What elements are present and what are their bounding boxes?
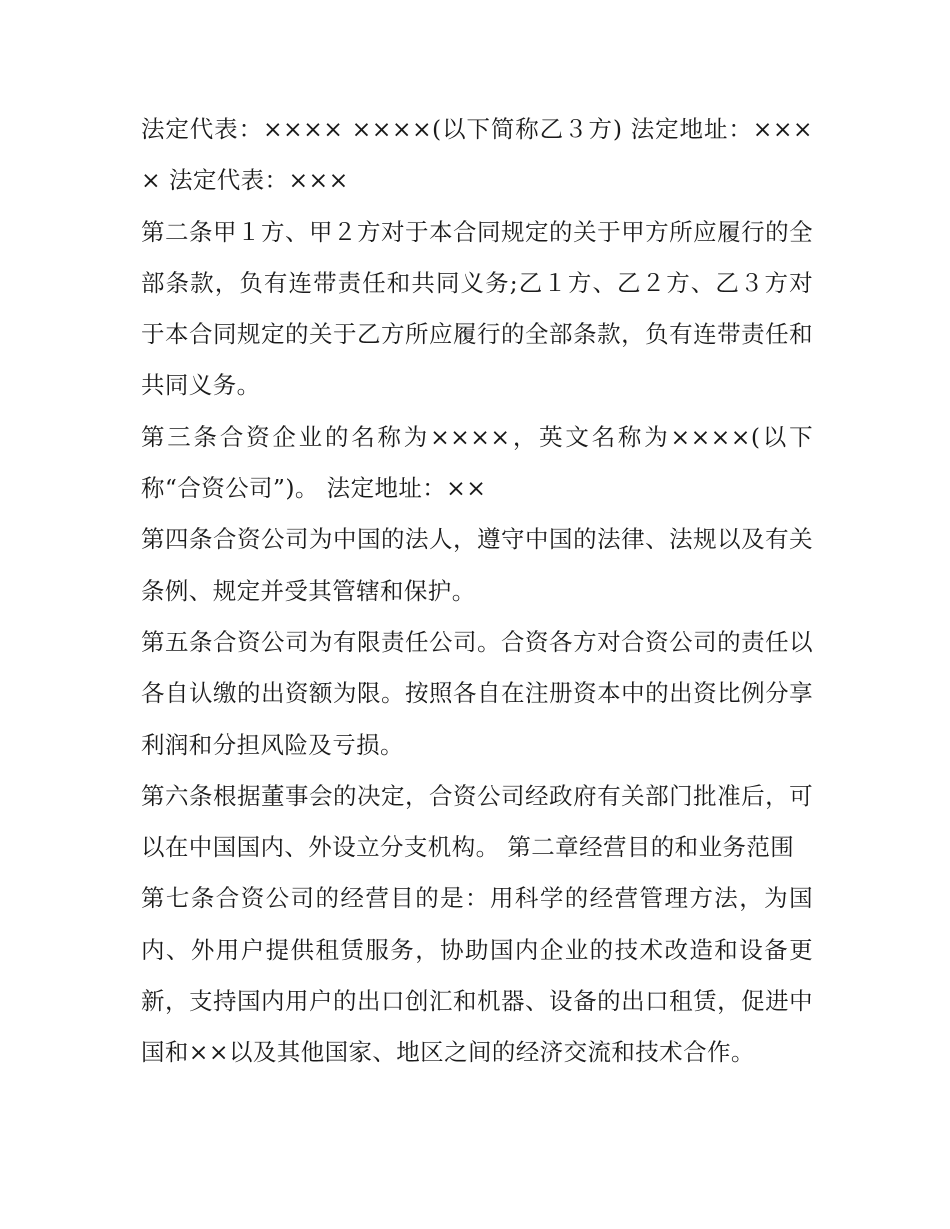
paragraph-article-5: 第五条合资公司为有限责任公司。合资各方对合资公司的责任以各自认缴的出资额为限。按照各自在注册资本中的出资比例分享利润和分担风险及亏损。 <box>141 627 813 759</box>
paragraph-article-2: 第二条甲１方、甲２方对于本合同规定的关于甲方所应履行的全部条款，负有连带责任和共同义务;乙１方、乙２方、乙３方对于本合同规定的关于乙方所应履行的全部条款，负有连带责任和共同义务。 <box>141 217 813 400</box>
paragraph-legal-rep-party-b3: 法定代表：×××× ××××(以下简称乙３方) 法定地址：×××× 法定代表：××× <box>141 115 813 195</box>
paragraph-article-4: 第四条合资公司为中国的法人，遵守中国的法律、法规以及有关条例、规定并受其管辖和保护。 <box>141 525 813 605</box>
paragraph-article-7: 第七条合资公司的经营目的是：用科学的经营管理方法，为国内、外用户提供租赁服务，协助国内企业的技术改造和设备更新，支持国内用户的出口创汇和机器、设备的出口租赁，促进中国和××以及其他国家、地区之间的经济交流和技术合作。 <box>141 884 813 1067</box>
document-page <box>141 104 813 1079</box>
paragraph-article-3: 第三条合资企业的名称为××××，英文名称为××××(以下称“合资公司”)。 法定地址：×× <box>141 422 813 503</box>
paragraph-article-6: 第六条根据董事会的决定，合资公司经政府有关部门批准后，可以在中国国内、外设立分支机构。 第二章经营目的和业务范围 <box>141 781 813 862</box>
